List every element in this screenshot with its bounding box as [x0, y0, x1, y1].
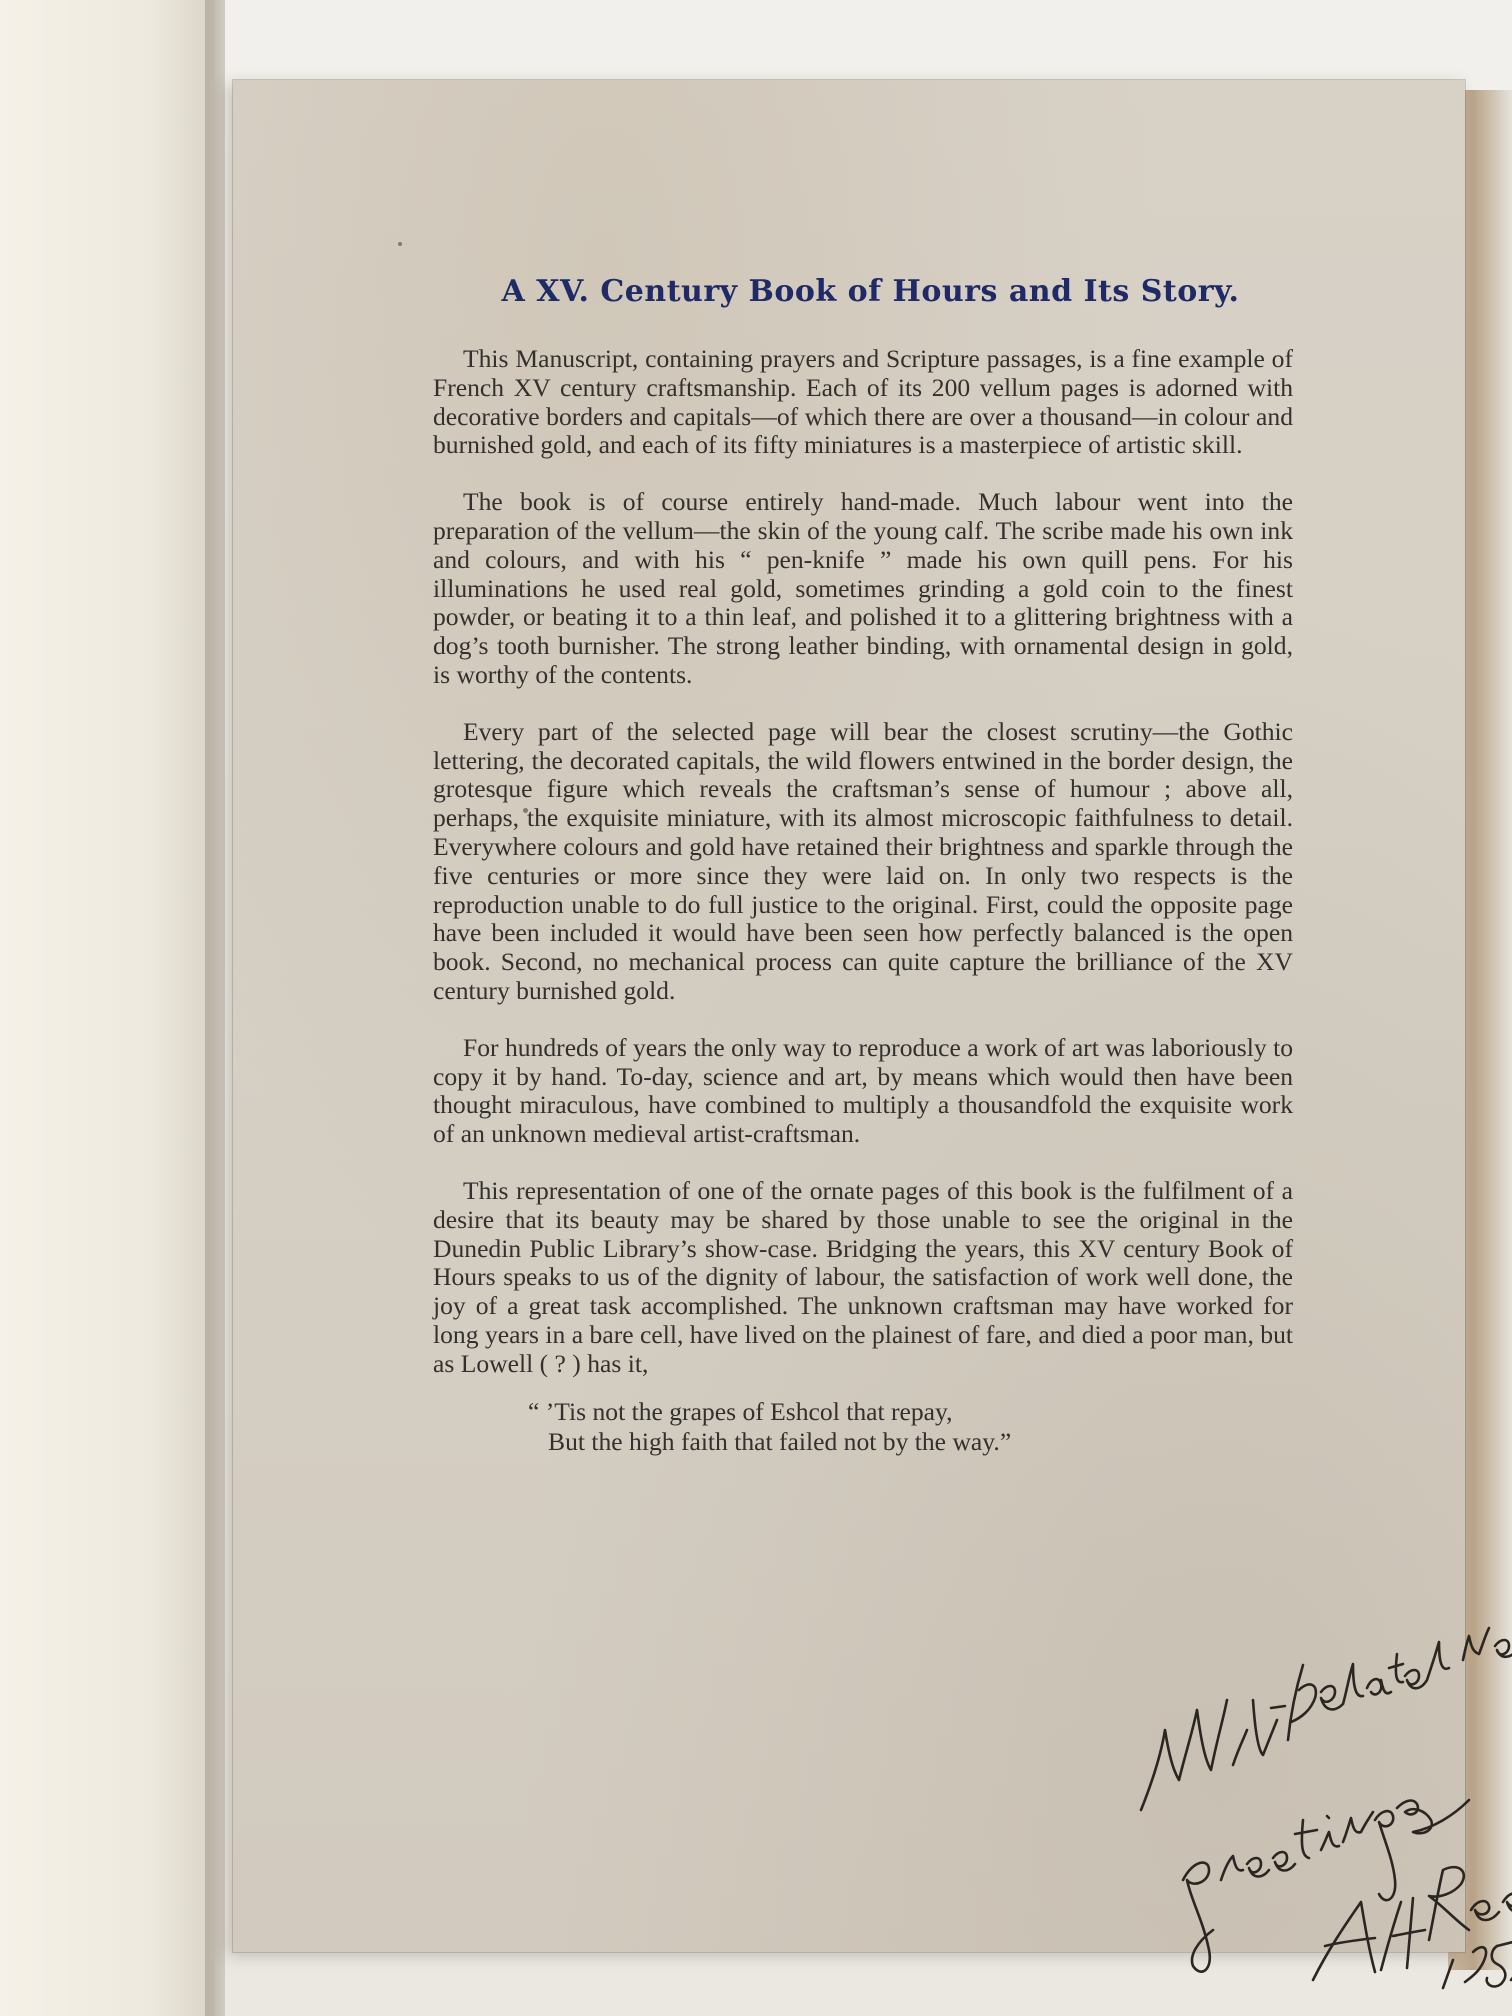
paragraph-3: Every part of the selected page will bear the closest scrutiny—the Gothic lettering, the decorated capitals, the wild flowers entwined in the border design, the grotesque figure which reveals the craftsman’s sense of humour ; above all, perhaps, the exquisite miniature, with its almost microscopic faithfulness to detail. Everywhere colours and gold have retained their brightness and sparkle through the five centuries or more since they were laid on. In only two respects is the reproduction unable to do full justice to the original. First, could the opposite page have been included it would have been seen how perfectly balanced is the open book. Second, no mechanical process can quite capture the brilliance of the XV century burnished gold. — [433, 716, 1293, 1005]
verse-quotation — [528, 1397, 1293, 1457]
paragraph-4: For hundreds of years the only way to reproduce a work of art was laboriously to copy it by hand. To-day, science and art, by means which would then have been thought miraculous, have combined to multiply a thousandfold the exquisite work of an unknown medieval artist-craftsman. — [433, 1032, 1293, 1149]
handwritten-inscription — [1113, 1580, 1512, 2000]
paragraph-5: This representation of one of the ornate pages of this book is the fulfilment of a desire that its beauty may be shared by those unable to see the original in the Dunedin Public Library’s show-case. Bridging the years, this XV century Book of Hours speaks to us of the dignity of labour, the satisfaction of work well done, the joy of a great task accomplished. The unknown craftsman may have worked for long years in a bare cell, have lived on the plainest of fare, and died a poor man, but as Lowell ( ? ) has it, — [433, 1175, 1293, 1378]
document-body — [433, 345, 1293, 1457]
paper-speck — [398, 242, 402, 246]
verse-line-2: But the high faith that failed not by the way.” — [548, 1426, 1012, 1456]
paragraph-2: The book is of course entirely hand-made. Much labour went into the preparation of the vellum—the skin of the young calf. The scribe made his own ink and colours, and with his “ pen-knife ” made his own quill pens. For his illuminations he used real gold, sometimes grinding a gold coin to the finest powder, or beating it to a thin leaf, and polished it to a glittering brightness with a dog’s tooth burnisher. The strong leather binding, with ornamental design in gold, is worthy of the contents. — [433, 487, 1293, 689]
left-facing-page — [0, 0, 215, 2016]
document-title: A XV. Century Book of Hours and Its Story. — [501, 274, 1240, 309]
verse-line-1: “ ’Tis not the grapes of Eshcol that repay, — [528, 1396, 953, 1426]
handwriting-drawing — [1113, 1580, 1512, 2000]
printed-insert-sheet — [233, 80, 1465, 1952]
paragraph-1: This Manuscript, containing prayers and Scripture passages, is a fine example of French XV century craftsmanship. Each of its 200 vellum pages is adorned with decorative borders and capitals—of which there are over a thousand—in colour and burnished gold, and each of its fifty miniatures is a masterpiece of artistic skill. — [433, 344, 1293, 460]
